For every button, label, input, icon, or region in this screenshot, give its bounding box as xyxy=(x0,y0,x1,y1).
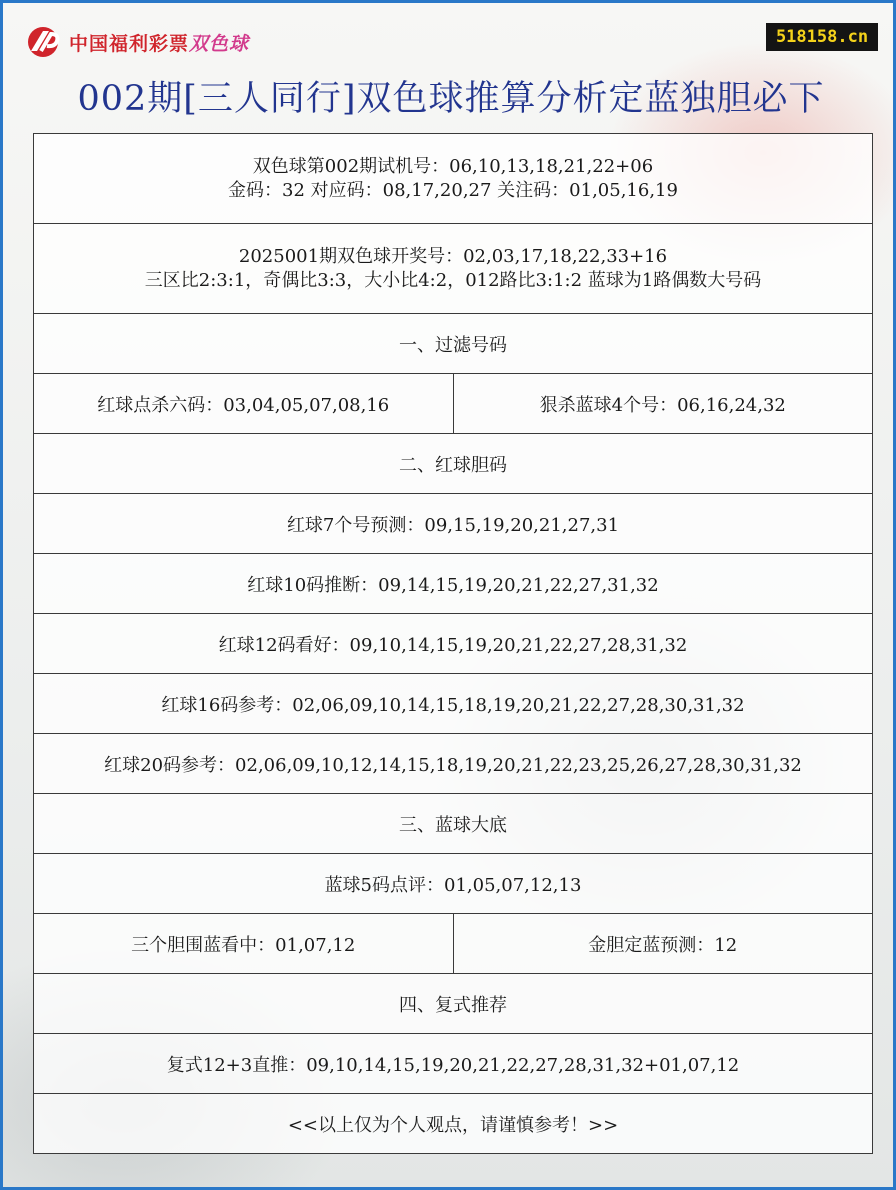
page-title: 002期[三人同行]双色球推算分析定蓝独胆必下 xyxy=(77,79,825,119)
table-row xyxy=(34,1094,873,1154)
table-row xyxy=(34,1034,873,1094)
table-row xyxy=(34,494,873,554)
table-row xyxy=(34,554,873,614)
table-row xyxy=(34,794,873,854)
table-row xyxy=(34,914,873,974)
red7-cell: 红球7个号预测：09,15,19,20,21,27,31 xyxy=(34,494,873,554)
red16-cell: 红球16码参考：02,06,09,10,14,15,18,19,20,21,22,27,28,30,31,32 xyxy=(34,674,873,734)
footer-note: <<以上仅为个人观点，请谨慎参考！>> xyxy=(34,1094,873,1154)
prediction-table xyxy=(33,133,873,1154)
table-row xyxy=(34,224,873,314)
table-row xyxy=(34,374,873,434)
site-badge[interactable]: 518158.cn xyxy=(766,23,878,51)
gold-codes: 金码：32 对应码：08,17,20,27 关注码：01,05,16,19 xyxy=(228,179,678,201)
table-row xyxy=(34,434,873,494)
trial-numbers-cell xyxy=(34,134,873,224)
table-row xyxy=(34,314,873,374)
table-row xyxy=(34,614,873,674)
logo-text: 中国福利彩票双色球 xyxy=(69,33,250,55)
table-row xyxy=(34,734,873,794)
blue5-cell: 蓝球5码点评：01,05,07,12,13 xyxy=(34,854,873,914)
lottery-logo xyxy=(23,25,249,59)
section-heading-compound: 四、复式推荐 xyxy=(34,974,873,1034)
blue3-cell: 三个胆围蓝看中：01,07,12 xyxy=(34,914,454,974)
red10-cell: 红球10码推断：09,14,15,19,20,21,22,27,31,32 xyxy=(34,554,873,614)
section-heading-blue: 三、蓝球大底 xyxy=(34,794,873,854)
blue-gold-cell: 金胆定蓝预测：12 xyxy=(453,914,873,974)
trial-numbers: 双色球第002期试机号：06,10,13,18,21,22+06 xyxy=(252,155,654,177)
red12-cell: 红球12码看好：09,10,14,15,19,20,21,22,27,28,31,32 xyxy=(34,614,873,674)
blue-kill-cell: 狠杀蓝球4个号：06,16,24,32 xyxy=(453,374,873,434)
table-row xyxy=(34,134,873,224)
red-kill-cell: 红球点杀六码：03,04,05,07,08,16 xyxy=(34,374,454,434)
compound-cell: 复式12+3直推：09,10,14,15,19,20,21,22,27,28,31,32+01,07,12 xyxy=(34,1034,873,1094)
section-heading-filter: 一、过滤号码 xyxy=(34,314,873,374)
last-draw-stats: 三区比2:3:1，奇偶比3:3，大小比4:2，012路比3:1:2 蓝球为1路偶数大号码 xyxy=(144,269,762,291)
table-row xyxy=(34,854,873,914)
last-draw-cell xyxy=(34,224,873,314)
red20-cell: 红球20码参考：02,06,09,10,12,14,15,18,19,20,21,22,23,25,26,27,28,30,31,32 xyxy=(34,734,873,794)
last-draw: 2025001期双色球开奖号：02,03,17,18,22,33+16 xyxy=(238,245,668,267)
section-heading-red: 二、红球胆码 xyxy=(34,434,873,494)
table-row xyxy=(34,974,873,1034)
table-row xyxy=(34,674,873,734)
lottery-logo-icon xyxy=(23,25,67,59)
